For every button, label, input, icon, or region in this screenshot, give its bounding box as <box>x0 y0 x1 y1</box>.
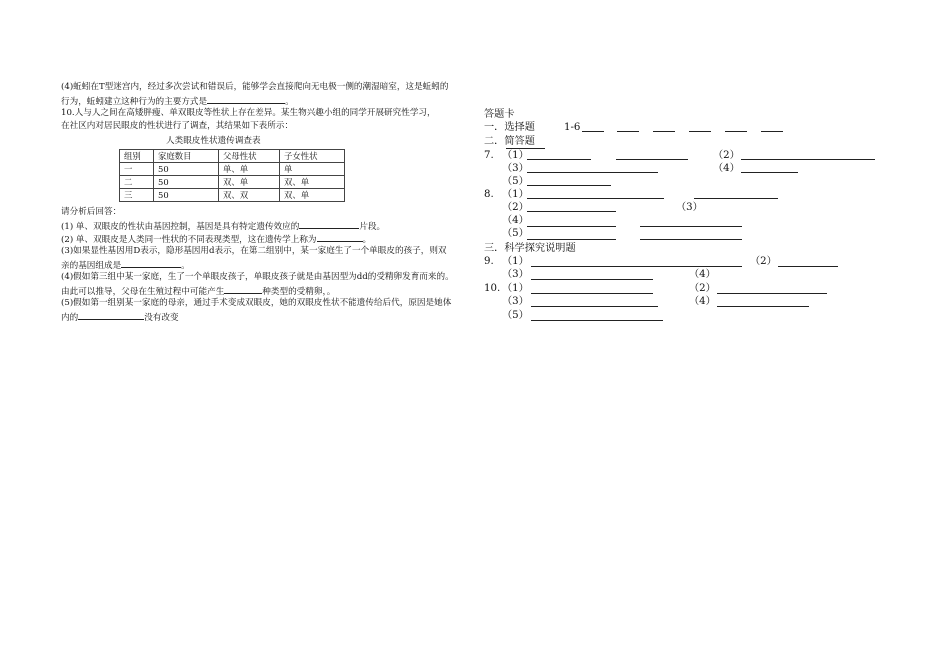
q10-blank-3[interactable] <box>531 306 658 307</box>
q10-sub1-text: (1) 单、双眼皮的性状由基因控制，基因是具有特定遗传效应的 <box>61 222 300 232</box>
q10-label-3: （3） <box>502 296 529 307</box>
q10-sub3-text: 亲的基因组成是 <box>61 261 122 271</box>
q10-label-2: （2） <box>689 283 716 294</box>
q10-number: 10. <box>484 283 501 294</box>
table-cell: 50 <box>154 176 219 189</box>
q8-blank-1b[interactable] <box>694 198 778 199</box>
q7-blank-4[interactable] <box>741 172 798 173</box>
answer-card-title: 答题卡 <box>484 109 515 120</box>
table-cell: 双、单 <box>280 176 345 189</box>
q9-blank-3[interactable] <box>531 279 653 280</box>
table-cell: 单、单 <box>219 163 280 176</box>
q9-label-3: （3） <box>502 269 529 280</box>
choice-blank-1[interactable] <box>582 131 604 132</box>
q10-sub3-tail: 。 <box>181 261 190 271</box>
table-cell: 二 <box>120 176 154 189</box>
q8-blank-5b[interactable] <box>640 239 742 240</box>
q10-prompt: 请分析后回答： <box>61 207 122 217</box>
q7-blank-3[interactable] <box>527 172 658 173</box>
q7-label-4: （4） <box>713 163 740 174</box>
table-cell: 50 <box>154 189 219 202</box>
q9-blank-1[interactable] <box>531 266 742 267</box>
choice-blank-5[interactable] <box>725 131 747 132</box>
q9-blank-2[interactable] <box>778 266 838 267</box>
q9-number: 9. <box>484 256 494 267</box>
q10-label-4: （4） <box>689 296 716 307</box>
q10-sub4-line2 <box>61 284 335 298</box>
q10-sub4-text: 由此可以推导，父母在生殖过程中可能产生 <box>61 287 225 297</box>
survey-table <box>119 149 345 202</box>
header-cell: 父母性状 <box>219 150 280 163</box>
q4-line2b: 。 <box>285 97 294 107</box>
table-cell: 三 <box>120 189 154 202</box>
q10-sub3-line2 <box>61 258 190 272</box>
q10-line2: 在社区内对居民眼皮的性状进行了调查，其结果如下表所示： <box>61 121 294 131</box>
choice-blank-6[interactable] <box>761 131 783 132</box>
q10-label-1: （1） <box>502 283 529 294</box>
q10-sub5-text: 内的 <box>61 313 79 323</box>
q7-label-3: （3） <box>502 163 529 174</box>
table-header-row <box>120 150 345 163</box>
q7-label-2: （2） <box>713 150 740 161</box>
table-cell: 双、单 <box>280 189 345 202</box>
q10-blank-4[interactable] <box>717 306 809 307</box>
q10-sub1 <box>61 219 385 233</box>
table-cell: 单 <box>280 163 345 176</box>
q4-line2 <box>61 94 294 108</box>
q4-line2a: 行为，蚯蚓建立这种行为的主要方式是 <box>61 97 208 107</box>
q4-line1: (4)蚯蚓在T型迷宫内，经过多次尝试和错误后，能够学会直接爬向无电极一侧的潮湿暗室，这是蚯蚓的 <box>61 82 449 92</box>
q10-sub2-tail: 。 <box>362 235 372 245</box>
section-choice-title: 一．选择题 <box>484 122 535 133</box>
q7-number: 7. <box>484 150 494 161</box>
table-cell: 双、双 <box>219 189 280 202</box>
section-explore-title: 三．科学探究说明题 <box>484 243 576 254</box>
q10-blank-1[interactable] <box>531 293 653 294</box>
choice-blank-4[interactable] <box>689 131 711 132</box>
q10-sub3-line1: (3)如果显性基因用D表示，隐形基因用d表示，在第二组别中，某一家庭生了一个单眼皮的孩子，则双 <box>61 246 447 256</box>
q8-label-2: （2） <box>502 202 529 213</box>
q8-label-4: （4） <box>502 215 529 226</box>
q8-blank-4[interactable] <box>527 226 616 227</box>
choice-blank-3[interactable] <box>653 131 675 132</box>
q10-blank-5[interactable] <box>531 320 663 321</box>
q8-blank-1a[interactable] <box>527 198 664 199</box>
q8-blank-5[interactable] <box>527 239 616 240</box>
q8-label-1: （1） <box>502 189 529 200</box>
q4-blank[interactable] <box>207 94 285 104</box>
q9-label-1: （1） <box>502 256 529 267</box>
q7-blank-5[interactable] <box>527 185 611 186</box>
table-row <box>120 189 345 202</box>
q10-sub2 <box>61 232 371 246</box>
q10-label-5: （5） <box>502 310 529 321</box>
q10-sub5-line1: (5)假如第一组别某一家庭的母亲，通过手术变成双眼皮，她的双眼皮性状不能遗传给后代，原因是她体 <box>61 298 452 308</box>
q8-label-3: （3） <box>676 202 703 213</box>
choice-range: 1-6 <box>564 122 581 133</box>
q10-sub5-tail: 没有改变 <box>144 313 179 323</box>
q8-number: 8. <box>484 189 494 200</box>
q10-sub2-blank[interactable] <box>317 232 363 242</box>
header-cell: 组别 <box>120 150 154 163</box>
q8-blank-4b[interactable] <box>640 226 742 227</box>
q9-label-4: （4） <box>689 269 716 280</box>
q10-sub2-text: (2) 单、双眼皮是人类同一性状的不同表现类型，这在遗传学上称为 <box>61 235 317 245</box>
q10-sub1-blank[interactable] <box>299 219 359 229</box>
q7-label-1: （1） <box>502 150 529 161</box>
table-title: 人类眼皮性状遗传调查表 <box>166 136 261 146</box>
q10-sub5-blank[interactable] <box>78 310 144 320</box>
header-cell: 家庭数目 <box>154 150 219 163</box>
q8-label-5: （5） <box>502 228 529 239</box>
q7-blank-1b[interactable] <box>616 159 688 160</box>
q10-sub4-blank[interactable] <box>224 284 262 294</box>
table-cell: 50 <box>154 163 219 176</box>
table-row <box>120 176 345 189</box>
q9-label-2: （2） <box>750 256 777 267</box>
q10-sub4-line1: (4)假如第三组中某一家庭，生了一个单眼皮孩子，单眼皮孩子就是由基因型为dd的受精卵发育而来的。 <box>61 272 454 282</box>
q10-sub5-line2 <box>61 310 179 324</box>
q10-line1: 10.人与人之间在高矮胖瘦、单双眼皮等性状上存在差异。某生物兴趣小组的同学开展研究性学习， <box>61 108 436 118</box>
header-cell: 子女性状 <box>280 150 345 163</box>
q7-blank-1a[interactable] <box>527 159 591 160</box>
section-short-title: 二．简答题 <box>484 136 535 147</box>
q7-blank-2[interactable] <box>741 159 875 160</box>
q10-blank-2[interactable] <box>717 293 827 294</box>
q10-sub3-blank[interactable] <box>121 258 181 268</box>
q10-sub4-tail: 种类型的受精卵，。 <box>262 287 336 297</box>
q8-blank-2[interactable] <box>527 211 616 212</box>
table-cell: 双、单 <box>219 176 280 189</box>
table-row <box>120 163 345 176</box>
q10-sub1-tail: 片段。 <box>359 222 386 232</box>
table-cell: 一 <box>120 163 154 176</box>
q7-label-5: （5） <box>502 176 529 187</box>
choice-blank-2[interactable] <box>617 131 639 132</box>
